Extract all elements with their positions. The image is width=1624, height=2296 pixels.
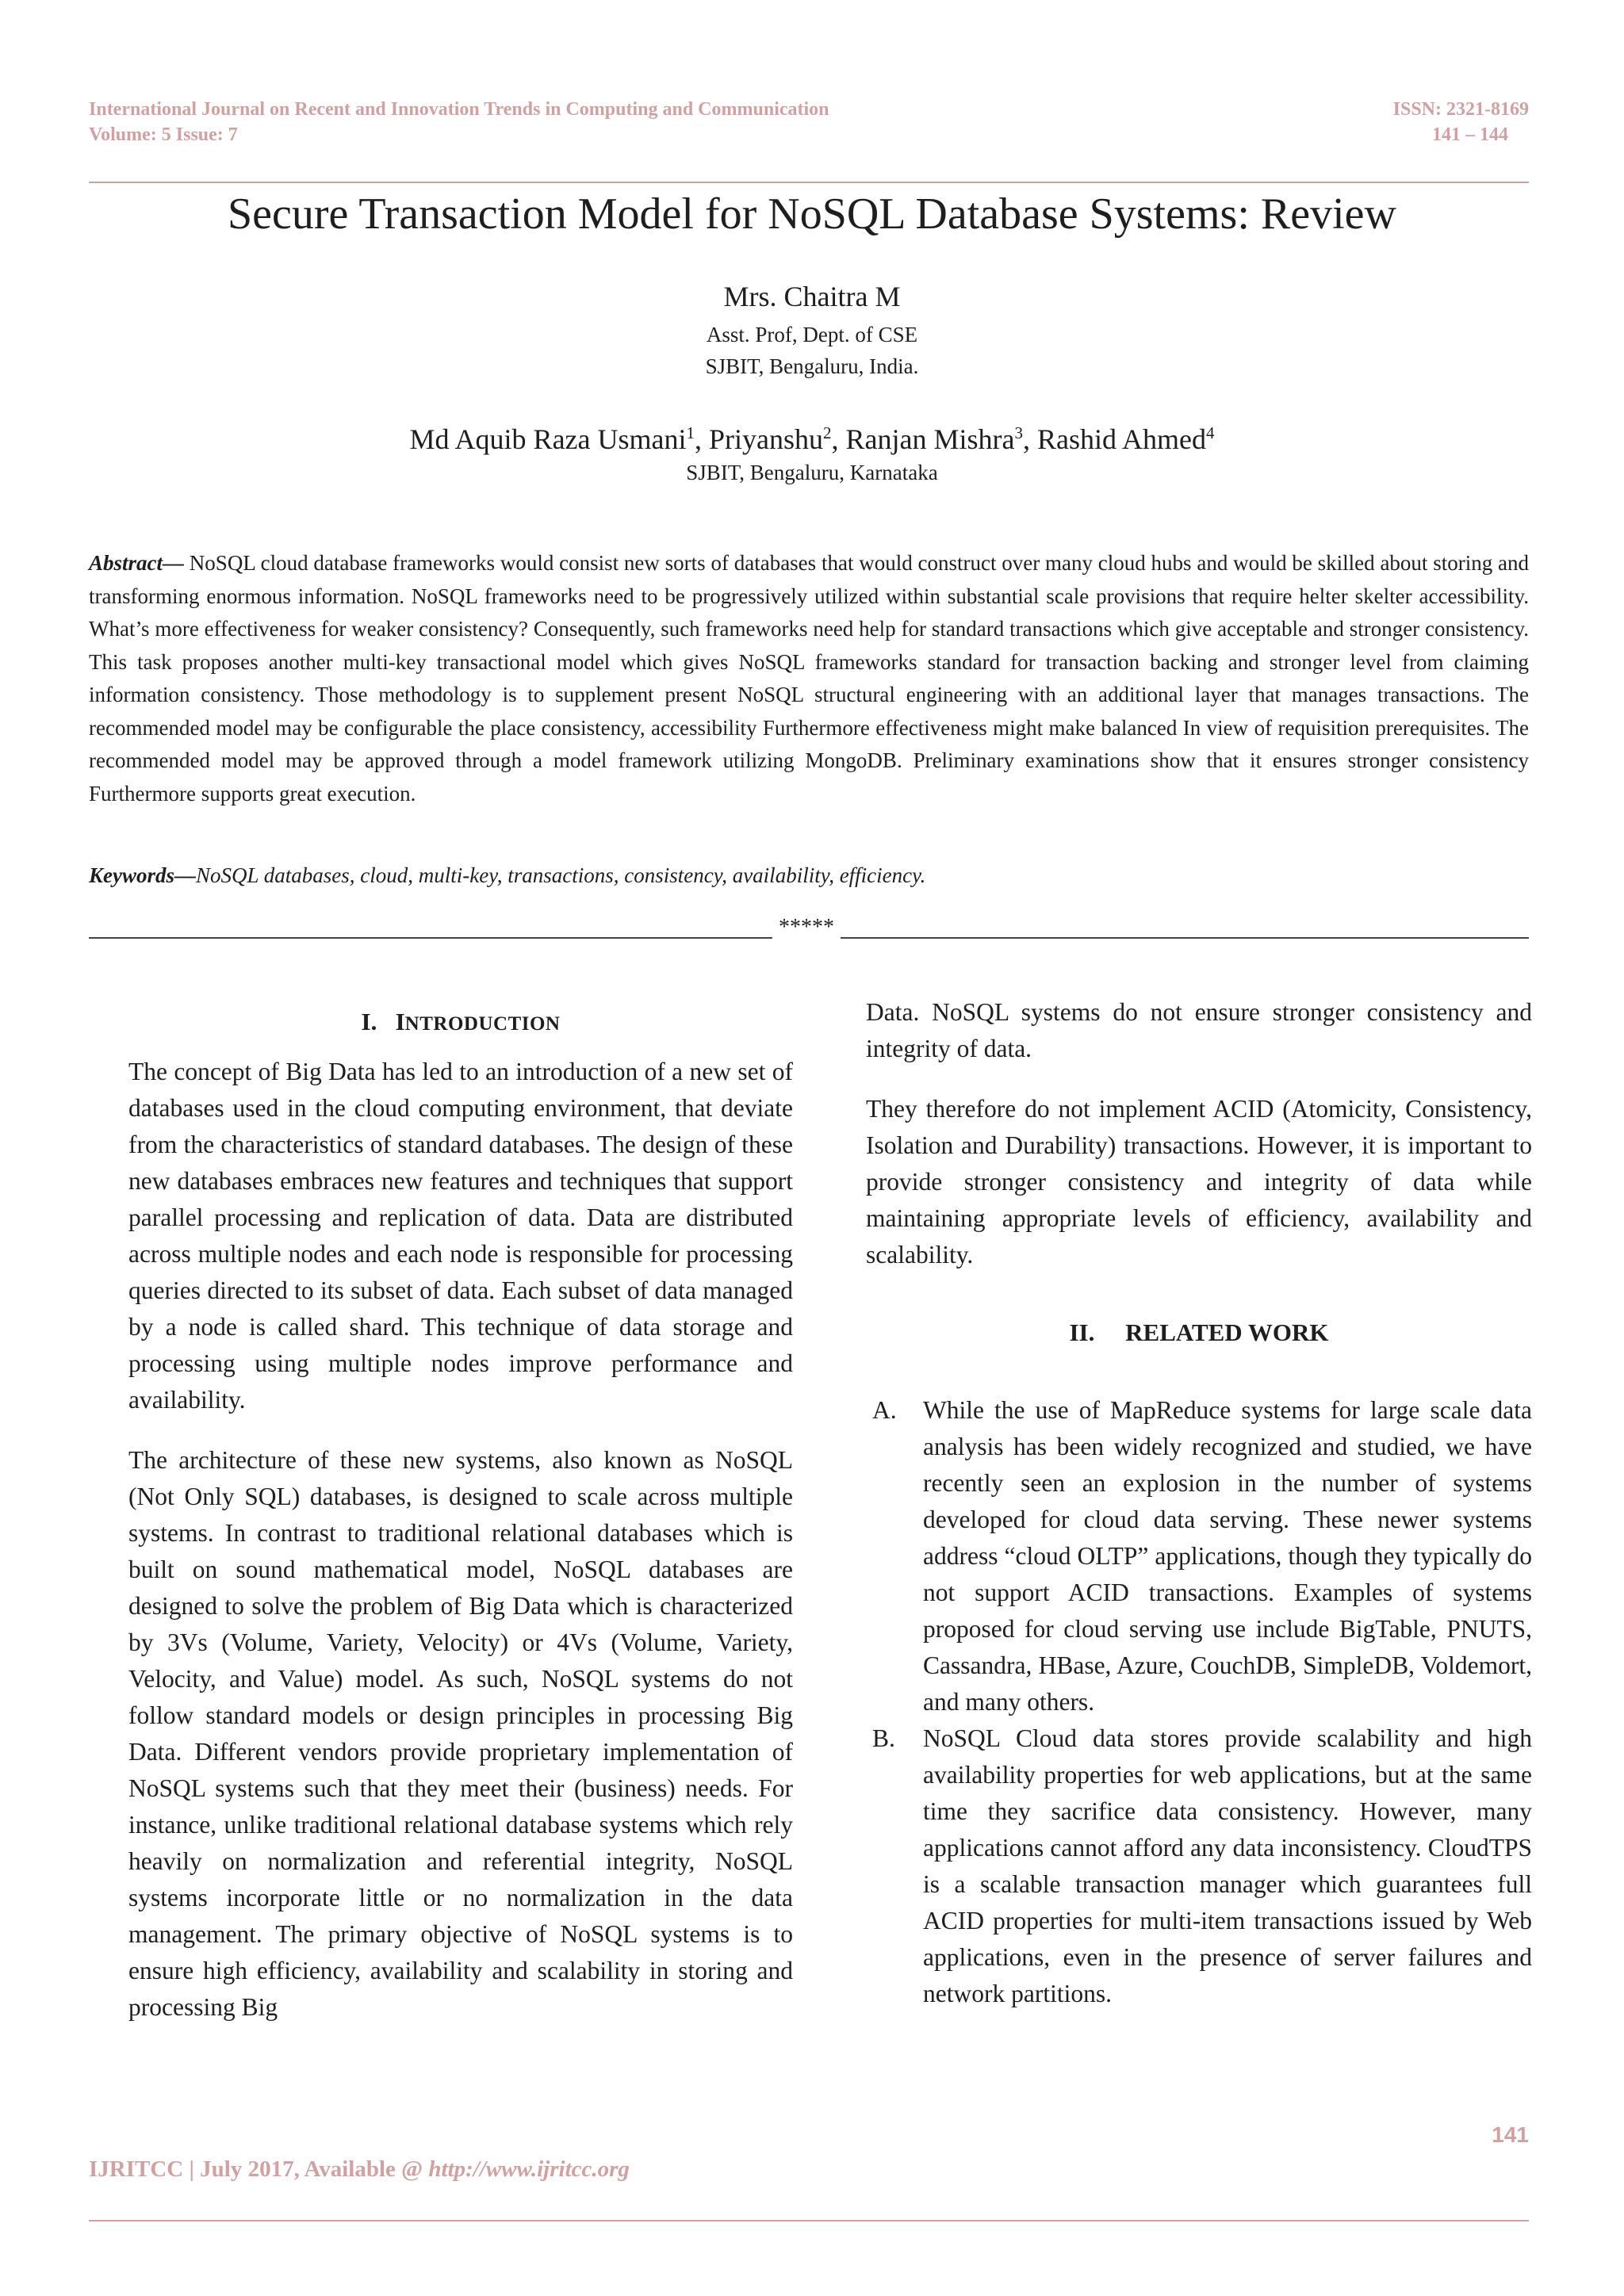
page-number: 141 [1492, 2122, 1529, 2147]
author-superscript: 4 [1205, 423, 1215, 442]
separator-stars: ***** [779, 915, 834, 939]
intro-paragraph-1: The concept of Big Data has led to an introduction of a new set of databases used in the cloud computing environment, that deviate from the characteristics of standard databases. The design of these new databases embraces new features and techniques that support parallel processing and replication of data. Data are distributed across multiple nodes and each node is responsible for processing queries directed to its subset of data. Each subset of data managed by a node is called shard. This technique of data storage and processing using multiple nodes improve performance and availability. [128, 1058, 793, 1414]
list-marker: A. [872, 1396, 897, 1424]
related-work-list [866, 1392, 1532, 2012]
co-author-affiliation: SJBIT, Bengaluru, Karnataka [686, 461, 938, 484]
section-heading-introduction [128, 1004, 793, 1043]
paper-title: Secure Transaction Model for NoSQL Database Systems: Review [228, 189, 1396, 239]
list-item-text: While the use of MapReduce systems for large scale data analysis has been widely recognized and studied, we have recently seen an explosion in the number of systems developed for cloud data serving. These newer systems address “cloud OLTP” applications, though they typically do not support ACID transactions. Examples of systems proposed for cloud serving use include BigTable, PNUTS, Cassandra, HBase, Azure, CouchDB, SimpleDB, Voldemort, and many others. [923, 1396, 1532, 1716]
journal-name: International Journal on Recent and Innovation Trends in Computing and Communication [89, 99, 829, 120]
section-number: I. [361, 1008, 377, 1035]
list-item [866, 1392, 1532, 1720]
author-primary-institution: SJBIT, Bengaluru, India. [705, 354, 919, 378]
abstract-text: NoSQL cloud database frameworks would consist new sorts of databases that would construct over many cloud hubs and would be skilled about storing and transforming enormous information. NoSQL frameworks need to be progressively utilized within substantial scale provisions that require helter skelter accessibility. What’s more effectiveness for weaker consistency? Consequently, such frameworks need help for standard transactions which give acceptable and stronger consistency. This task proposes another multi-key transactional model which gives NoSQL frameworks standard for transaction backing and stronger level from claiming information consistency. Those methodology is to supplement present NoSQL structural engineering with an additional layer that manages transactions. The recommended model may be configurable the place consistency, accessibility Furthermore effectiveness might make balanced In view of requisition prerequisites. The recommended model may be approved through a model framework utilizing MongoDB. Preliminary examinations show that it ensures stronger consistency Furthermore supports great execution. [89, 551, 1529, 806]
running-header-right [1393, 97, 1529, 147]
footer-link[interactable]: http://www.ijritcc.org [428, 2156, 630, 2182]
author-primary-name: Mrs. Chaitra M [723, 281, 901, 312]
co-author-name: , Priyanshu [695, 423, 823, 455]
column-right [866, 994, 1532, 2012]
list-item [866, 1720, 1532, 2012]
keywords-text: NoSQL databases, cloud, multi-key, transactions, consistency, availability, efficiency. [196, 863, 926, 887]
author-primary-affiliation [0, 319, 1624, 382]
section-separator [89, 909, 1529, 947]
intro-paragraph-2: The architecture of these new systems, also known as NoSQL (Not Only SQL) databases, is designed to scale across multiple systems. In contrast to traditional relational databases which is built on sound mathematical model, NoSQL databases are designed to solve the problem of Big Data which is characterized by 3Vs (Volume, Variety, Velocity) or 4Vs (Volume, Variety, Velocity, and Value) model. As such, NoSQL systems do not follow standard models or design principles in processing Big Data. Different vendors provide proprietary implementation of NoSQL systems such that they meet their (business) needs. For instance, unlike traditional relational database systems which rely heavily on normalization and referential integrity, NoSQL systems incorporate little or no normalization in the data management. The primary objective of NoSQL systems is to ensure high efficiency, availability and scalability in storing and processing Big [128, 1446, 793, 2021]
separator-line-right [841, 937, 1529, 939]
footer [89, 2153, 630, 2185]
footer-text: IJRITCC | July 2017, Available @ [89, 2156, 429, 2182]
abstract [89, 547, 1529, 810]
author-superscript: 3 [1014, 423, 1023, 442]
section-number: II. [1069, 1318, 1095, 1346]
page-range: 141 – 144 [1432, 124, 1508, 145]
footer-rule [89, 2220, 1529, 2221]
co-author-name: , Rashid Ahmed [1022, 423, 1206, 455]
co-author-name: , Ranjan Mishra [831, 423, 1015, 455]
header-rule [89, 182, 1529, 183]
section-heading-related-work [866, 1314, 1532, 1351]
author-superscript: 2 [823, 423, 832, 442]
section-title-initial: I [395, 1008, 405, 1035]
section-title: RELATED WORK [1125, 1318, 1329, 1346]
intro-paragraph-3: They therefore do not implement ACID (Atomicity, Consistency, Isolation and Durability) transactions. However, it is important to provide stronger consistency and integrity of data while maintaining appropriate levels of efficiency, availability and scalability. [866, 1095, 1532, 1269]
volume-issue: Volume: 5 Issue: 7 [89, 124, 238, 145]
co-author-name: Md Aquib Raza Usmani [409, 423, 687, 455]
abstract-label: Abstract— [89, 551, 185, 575]
column-left [128, 1004, 793, 2026]
keywords-label: Keywords— [89, 863, 196, 887]
issn: ISSN: 2321-8169 [1392, 99, 1529, 120]
section-title-rest: NTRODUCTION [404, 1013, 561, 1035]
list-item-text: NoSQL Cloud data stores provide scalability and high availability properties for web applications, but at the same time they sacrifice data consistency. However, many applications cannot afford any data inconsistency. CloudTPS is a scalable transaction manager which guarantees full ACID properties for multi-item transactions issued by Web applications, even in the presence of server failures and network partitions. [923, 1724, 1532, 2007]
co-author-list [0, 420, 1624, 458]
running-header-left [89, 97, 829, 147]
keywords [89, 859, 1529, 892]
author-primary-position: Asst. Prof, Dept. of CSE [706, 323, 918, 346]
intro-paragraph-2-continued: Data. NoSQL systems do not ensure stronger consistency and integrity of data. [866, 998, 1532, 1062]
author-superscript: 1 [686, 423, 695, 442]
separator-line-left [89, 937, 772, 939]
list-marker: B. [872, 1724, 895, 1752]
